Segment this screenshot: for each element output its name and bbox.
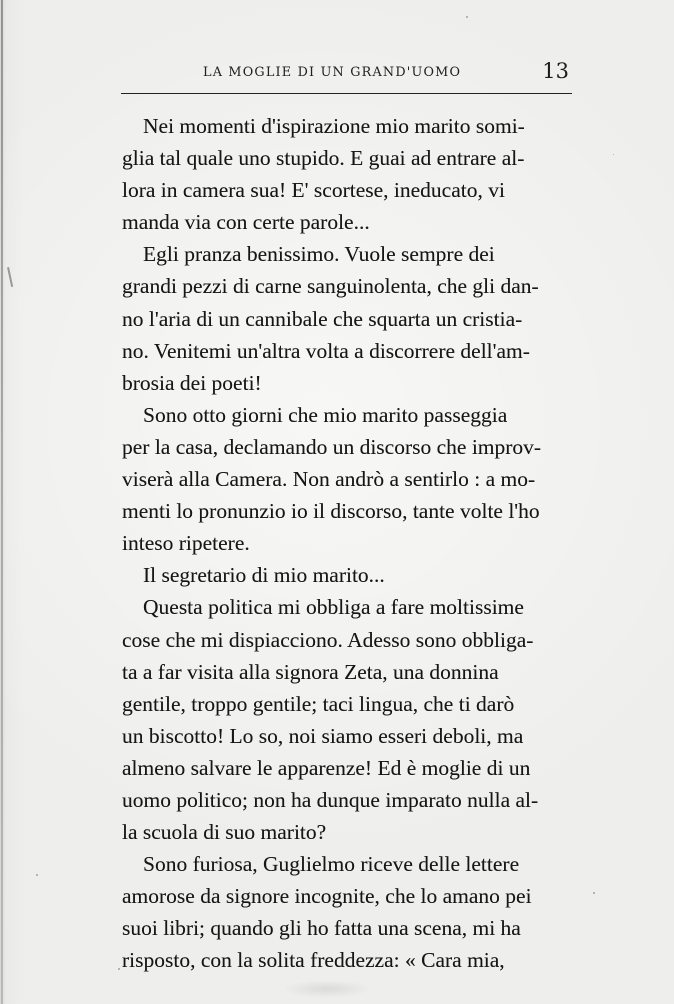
body-text: [122, 110, 577, 977]
text-line: menti lo pronunzio io il discorso, tante volte l'ho: [122, 499, 540, 524]
header-rule: [121, 93, 572, 94]
page-left-edge: [1, 0, 3, 1004]
text-line: Il segretario di mio marito...: [143, 563, 385, 588]
text-line: manda via con certe parole...: [122, 210, 370, 235]
paper-speck: [613, 154, 614, 155]
text-line: suoi libri; quando gli ho fatta una scena, mi ha: [122, 916, 521, 941]
text-line: glia tal quale uno stupido. E guai ad entrare al-: [122, 146, 525, 171]
page-number: 13: [542, 59, 569, 83]
text-line: cose che mi dispiacciono. Adesso sono obbliga-: [122, 627, 534, 652]
paper-speck: [466, 16, 468, 18]
running-title: LA MOGLIE DI UN GRAND'UOMO: [203, 65, 462, 80]
text-line: viserà alla Camera. Non andrò a sentirlo : a mo-: [122, 467, 536, 492]
text-line: no. Venitemi un'altra volta a discorrere dell'am-: [122, 338, 530, 363]
text-line: uomo politico; non ha dunque imparato nulla al-: [122, 787, 539, 812]
text-line: inteso ripetere.: [122, 531, 250, 556]
text-line: Sono otto giorni che mio marito passeggia: [143, 402, 508, 427]
page-header: [121, 58, 571, 96]
paper-smudge: [282, 980, 372, 998]
text-line: gentile, troppo gentile; taci lingua, che ti darò: [122, 691, 515, 716]
text-line: no l'aria di un cannibale che squarta un cristia-: [122, 306, 523, 331]
text-line: brosia dei poeti!: [122, 370, 262, 395]
text-line: grandi pezzi di carne sanguinolenta, che gli dan-: [122, 274, 539, 299]
text-line: risposto, con la solita freddezza: « Cara mia,: [122, 948, 505, 973]
text-line: almeno salvare le apparenze! Ed è moglie di un: [122, 755, 531, 780]
paper-speck: [118, 968, 120, 970]
text-line: per la casa, declamando un discorso che improv-: [122, 434, 542, 459]
paper-speck: [593, 892, 595, 894]
text-line: Sono furiosa, Guglielmo riceve delle lettere: [143, 852, 520, 877]
text-line: Egli pranza benissimo. Vuole sempre dei: [143, 242, 495, 267]
text-line: la scuola di suo marito?: [122, 820, 327, 845]
text-line: un biscotto! Lo so, noi siamo esseri deboli, ma: [122, 723, 524, 748]
text-line: amorose da signore incognite, che lo amano pei: [122, 884, 532, 909]
text-line: Nei momenti d'ispirazione mio marito somi-: [143, 114, 525, 138]
text-line: lora in camera sua! E' scortese, ineducato, vi: [122, 178, 505, 203]
margin-mark: [7, 265, 23, 287]
text-line: Questa politica mi obbliga a fare moltissime: [143, 595, 524, 620]
text-line: ta a far visita alla signora Zeta, una donnina: [122, 659, 499, 684]
paper-speck: [36, 874, 38, 876]
